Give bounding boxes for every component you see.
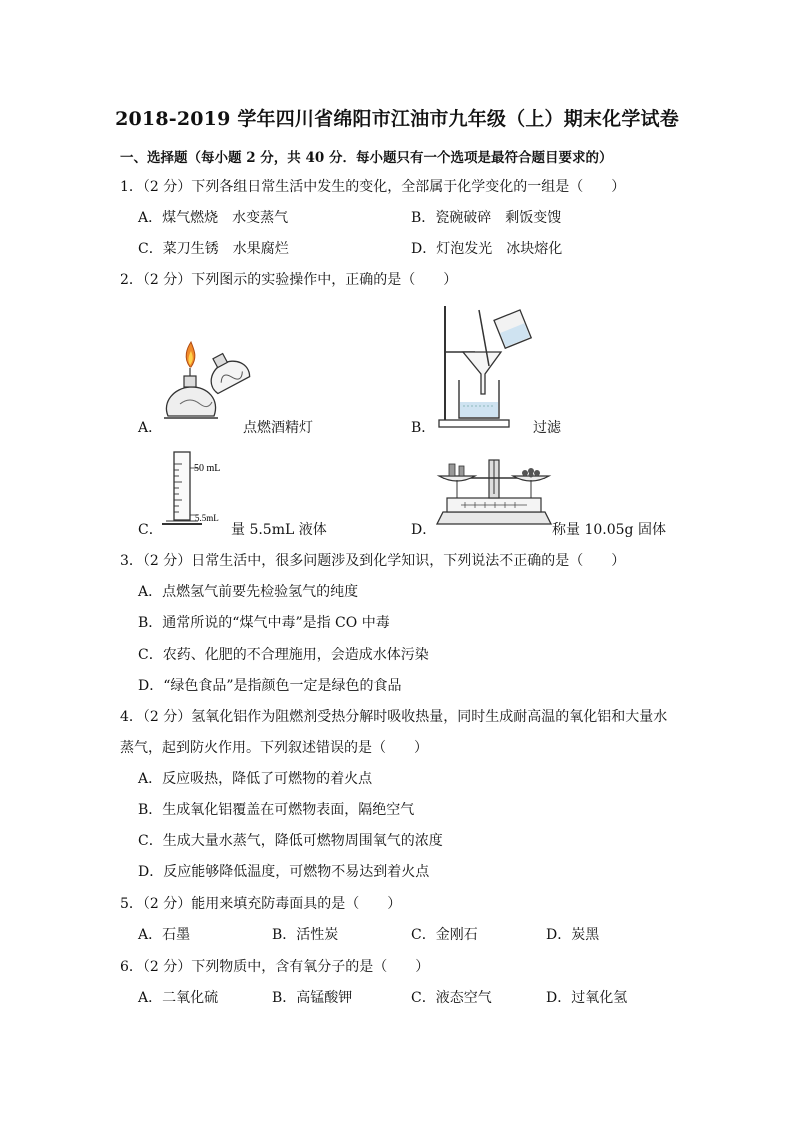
question-6-option-a: A．二氧化硫 [138,990,219,1006]
question-4-option-d: D．反应能够降低温度，可燃物不易达到着火点 [138,864,430,880]
question-5-option-a: A．石墨 [138,927,191,943]
question-6-option-b: B．高锰酸钾 [272,990,353,1006]
question-6-option-d: D．过氧化氢 [546,990,628,1006]
question-6-option-c: C．液态空气 [411,990,492,1006]
question-5-option-d: D．炭黑 [546,927,600,943]
question-1-option-b: B．瓷碗破碎 剩饭变馊 [411,210,562,226]
question-4-stem: 4．（2 分）氢氧化铝作为阻燃剂受热分解时吸收热量，同时生成耐高温的氧化铝和大量水 [120,709,668,725]
question-4-stem-continued: 蒸气，起到防火作用。下列叙述错误的是（ ） [120,740,428,756]
question-4-option-a: A．反应吸热，降低了可燃物的着火点 [138,771,373,787]
question-1-stem: 1．（2 分）下列各组日常生活中发生的变化，全部属于化学变化的一组是（ ） [120,179,626,195]
figure-d-caption: 称量 10.05g 固体 [552,522,666,538]
balance-figure [433,454,555,530]
question-2-stem: 2．（2 分）下列图示的实验操作中，正确的是（ ） [120,272,458,288]
question-1-option-a: A．煤气燃烧 水变蒸气 [138,210,289,226]
measuring-cylinder-figure [160,450,234,530]
page-title: 2018-2019 学年四川省绵阳市江油市九年级（上）期末化学试卷 [115,108,679,130]
question-5-stem: 5．（2 分）能用来填充防毒面具的是（ ） [120,896,402,912]
question-2-option-c: C． [138,522,163,538]
question-2-option-a: A． [138,420,163,436]
question-3-option-a: A．点燃氢气前要先检验氢气的纯度 [138,584,359,600]
question-5-option-b: B．活性炭 [272,927,339,943]
question-2-option-d: D． [411,522,437,538]
cylinder-label-top: 50 mL [194,463,221,474]
question-1-option-d: D．灯泡发光 冰块熔化 [411,241,563,257]
section-heading: 一、选择题（每小题 2 分，共 40 分．每小题只有一个选项是最符合题目要求的） [120,150,613,166]
question-4-option-c: C．生成大量水蒸气，降低可燃物周围氧气的浓度 [138,833,443,849]
question-3-stem: 3．（2 分）日常生活中，很多问题涉及到化学知识，下列说法不正确的是（ ） [120,553,626,569]
figure-b-caption: 过滤 [533,420,561,436]
filtration-figure [433,302,533,430]
question-1-option-c: C．菜刀生锈 水果腐烂 [138,241,289,257]
question-3-option-b: B．通常所说的“煤气中毒”是指 CO 中毒 [138,615,390,631]
cylinder-label-bottom: 5.5mL [195,513,219,523]
question-6-stem: 6．（2 分）下列物质中，含有氧分子的是（ ） [120,959,430,975]
question-2-option-b: B． [411,420,436,436]
figure-c-caption: 量 5.5mL 液体 [231,522,327,538]
figure-a-caption: 点燃酒精灯 [243,420,313,436]
question-5-option-c: C．金刚石 [411,927,478,943]
question-3-option-d: D．“绿色食品”是指颜色一定是绿色的食品 [138,678,402,694]
question-4-option-b: B．生成氧化铝覆盖在可燃物表面，隔绝空气 [138,802,415,818]
question-3-option-c: C．农药、化肥的不合理施用，会造成水体污染 [138,647,429,663]
